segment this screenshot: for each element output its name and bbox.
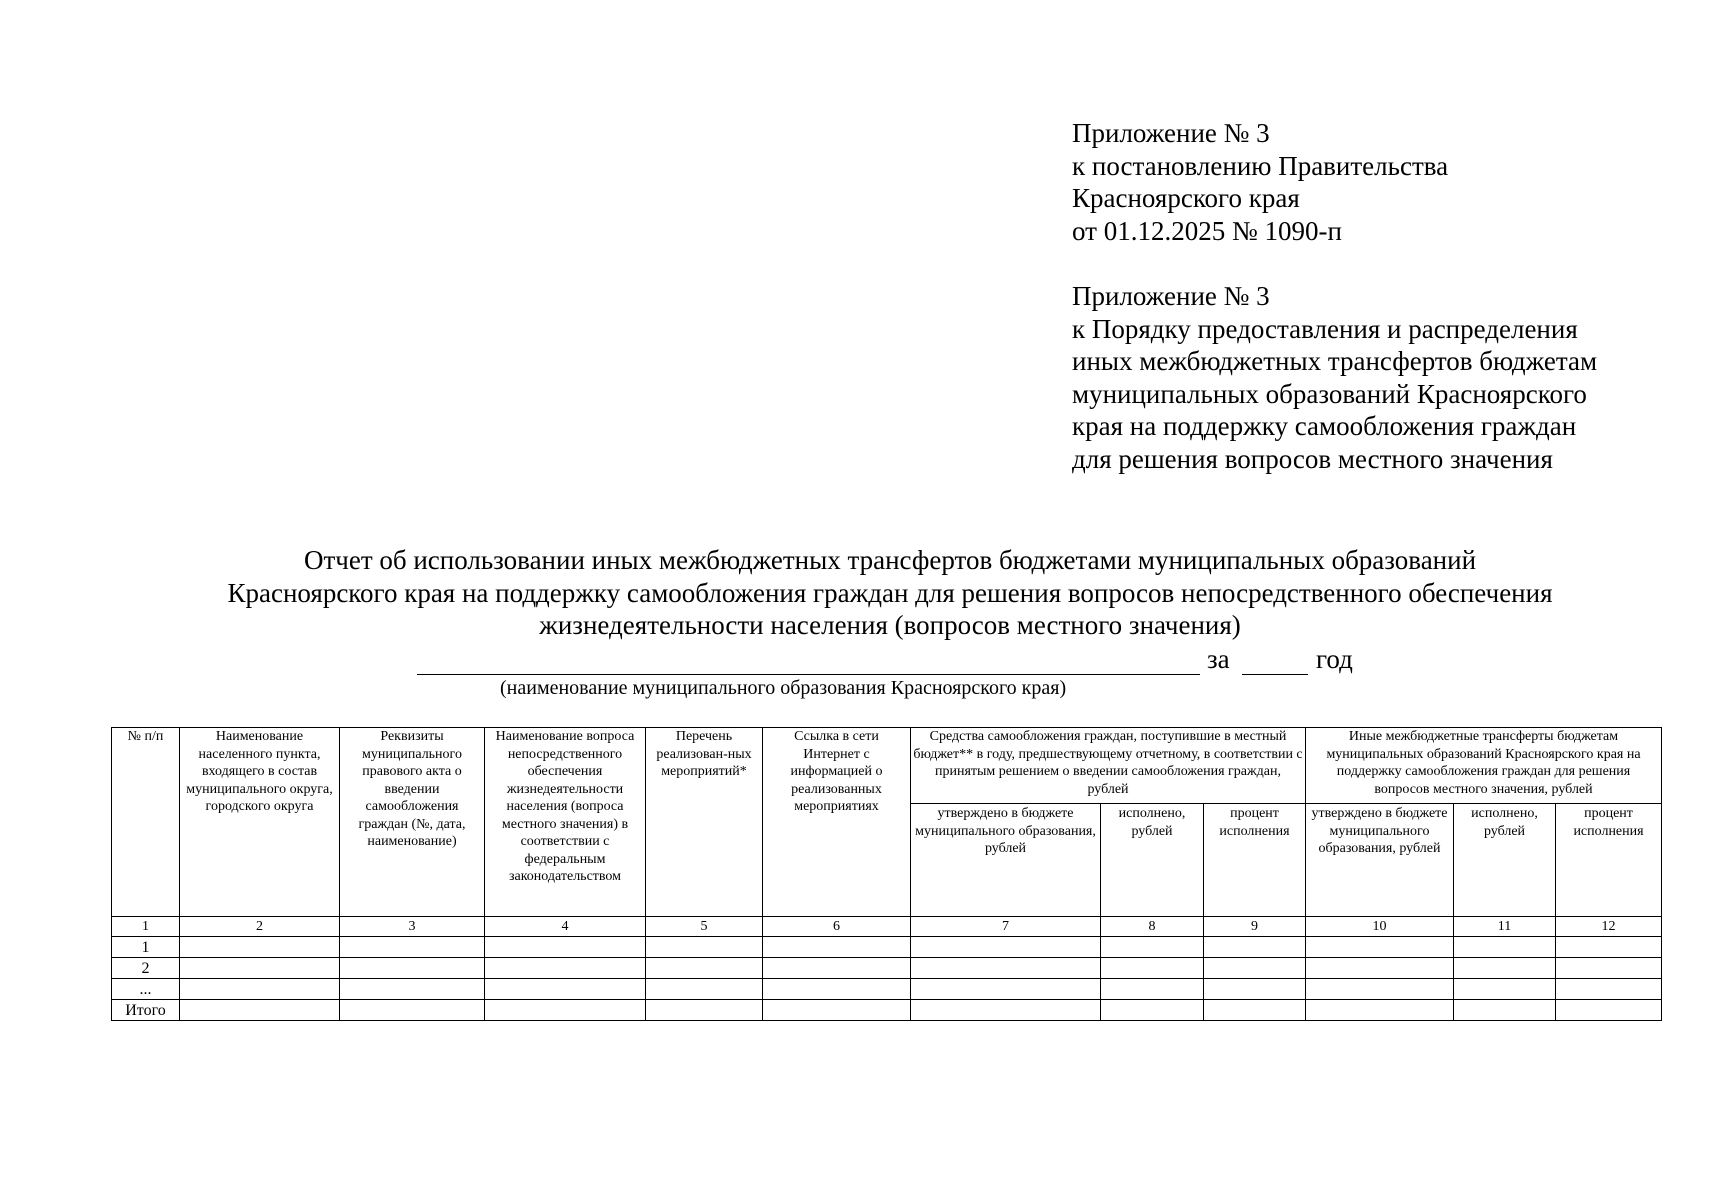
report-title-line: Красноярского края на поддержку самообложения граждан для решения вопросов непосредственного обеспечения	[227, 577, 1553, 608]
table-cell	[1556, 958, 1662, 979]
table-row	[112, 958, 1662, 979]
table-cell	[1306, 958, 1454, 979]
table-cell	[911, 1000, 1101, 1021]
table-cell	[340, 979, 485, 1000]
municipality-name-underline	[417, 674, 1200, 675]
za-label: за	[1207, 644, 1230, 674]
table-cell	[763, 1000, 911, 1021]
header-col-settlement: Наименование населенного пункта, входящего в состав муниципального округа, городского округа	[180, 728, 340, 917]
header-col-local-issue: Наименование вопроса непосредственного обеспечения жизнедеятельности населения (вопроса местного значения) в соответствии с федеральным законодательством	[485, 728, 646, 917]
table-cell	[180, 937, 340, 958]
table-cell	[340, 958, 485, 979]
table-cell	[1454, 979, 1556, 1000]
table-cell	[485, 937, 646, 958]
table-cell	[646, 979, 763, 1000]
table-cell	[485, 958, 646, 979]
header-col-percent-transfers: процент исполнения	[1556, 804, 1662, 917]
header-col-executed-transfers: исполнено, рублей	[1454, 804, 1556, 917]
appendix-line: к постановлению Правительства	[1072, 150, 1449, 181]
header-col-approved-self-taxation: утверждено в бюджете муниципального образования, рублей	[911, 804, 1101, 917]
header-col-executed-self-taxation: исполнено, рублей	[1101, 804, 1204, 917]
table-row	[112, 979, 1662, 1000]
table-cell	[485, 1000, 646, 1021]
column-number: 3	[340, 917, 485, 937]
header-col-internet-link: Ссылка в сети Интернет с информацией о реализованных мероприятиях	[763, 728, 911, 917]
table-cell	[1204, 958, 1306, 979]
header-col-approved-transfers: утверждено в бюджете муниципального образования, рублей	[1306, 804, 1454, 917]
municipality-name-caption: (наименование муниципального образования Красноярского края)	[500, 677, 1067, 699]
report-title-line: жизнедеятельности населения (вопросов местного значения)	[539, 610, 1241, 640]
table-cell	[646, 958, 763, 979]
table-cell	[1204, 1000, 1306, 1021]
table-row	[112, 937, 1662, 958]
report-title	[100, 544, 1680, 642]
table-cell	[1556, 1000, 1662, 1021]
appendix-header-decree	[1072, 117, 1692, 247]
appendix-line: для решения вопросов местного значения	[1072, 443, 1553, 474]
table-cell	[763, 937, 911, 958]
appendix-line: муниципальных образований Красноярского	[1072, 378, 1587, 409]
column-number: 8	[1101, 917, 1204, 937]
table-cell	[1101, 979, 1204, 1000]
column-number: 7	[911, 917, 1101, 937]
header-col-number: № п/п	[112, 728, 180, 917]
header-col-percent-self-taxation: процент исполнения	[1204, 804, 1306, 917]
row-label: 1	[112, 937, 180, 958]
year-underline	[1242, 674, 1308, 675]
column-number: 12	[1556, 917, 1662, 937]
appendix-line: иных межбюджетных трансфертов бюджетам	[1072, 346, 1598, 376]
table-cell	[1204, 979, 1306, 1000]
column-number: 2	[180, 917, 340, 937]
appendix-line: Приложение № 3	[1072, 118, 1270, 148]
table-cell	[1454, 1000, 1556, 1021]
column-number: 9	[1204, 917, 1306, 937]
table-cell	[1454, 958, 1556, 979]
table-cell	[911, 958, 1101, 979]
column-number: 5	[646, 917, 763, 937]
appendix-header-procedure	[1072, 280, 1692, 475]
row-label: 2	[112, 958, 180, 979]
table-cell	[763, 979, 911, 1000]
appendix-line: края на поддержку самообложения граждан	[1072, 411, 1577, 441]
column-number: 6	[763, 917, 911, 937]
table-cell	[180, 979, 340, 1000]
table-cell	[646, 937, 763, 958]
god-label: год	[1316, 644, 1353, 674]
row-label: ...	[112, 979, 180, 1000]
table-cell	[1454, 937, 1556, 958]
report-title-line: Отчет об использовании иных межбюджетных трансфертов бюджетами муниципальных образований	[303, 545, 1477, 575]
table-cell	[1306, 1000, 1454, 1021]
table-cell	[1101, 1000, 1204, 1021]
table-cell	[763, 958, 911, 979]
table-row-total	[112, 1000, 1662, 1021]
column-numbers-row	[112, 917, 1662, 937]
header-col-legal-act: Реквизиты муниципального правового акта о введении самообложения граждан (№, дата, наименование)	[340, 728, 485, 917]
appendix-line: от 01.12.2025 № 1090-п	[1072, 215, 1342, 246]
column-number: 10	[1306, 917, 1454, 937]
appendix-line: Приложение № 3	[1072, 281, 1270, 311]
header-group-transfers: Иные межбюджетные трансферты бюджетам муниципальных образований Красноярского края на поддержку самообложения граждан для решения вопросов местного значения, рублей	[1306, 728, 1662, 804]
table-cell	[180, 958, 340, 979]
column-number: 1	[112, 917, 180, 937]
table-cell	[646, 1000, 763, 1021]
table-cell	[1306, 979, 1454, 1000]
table-cell	[1204, 937, 1306, 958]
report-table	[111, 727, 1662, 1021]
table-cell	[485, 979, 646, 1000]
table-cell	[340, 937, 485, 958]
header-group-self-taxation: Средства самообложения граждан, поступившие в местный бюджет** в году, предшествующему отчетному, в соответствии с принятым решением о введении самообложения граждан, рублей	[911, 728, 1306, 804]
appendix-line: к Порядку предоставления и распределения	[1072, 313, 1578, 344]
table-cell	[180, 1000, 340, 1021]
table-cell	[1306, 937, 1454, 958]
table-cell	[340, 1000, 485, 1021]
header-col-measures: Перечень реализован-ных мероприятий*	[646, 728, 763, 917]
table-cell	[911, 937, 1101, 958]
table-cell	[1101, 958, 1204, 979]
row-label: Итого	[112, 1000, 180, 1021]
table-cell	[1556, 937, 1662, 958]
appendix-line: Красноярского края	[1072, 183, 1300, 213]
table-cell	[1556, 979, 1662, 1000]
table-cell	[1101, 937, 1204, 958]
column-number: 11	[1454, 917, 1556, 937]
municipality-name-line	[0, 644, 1719, 676]
table-cell	[911, 979, 1101, 1000]
column-number: 4	[485, 917, 646, 937]
